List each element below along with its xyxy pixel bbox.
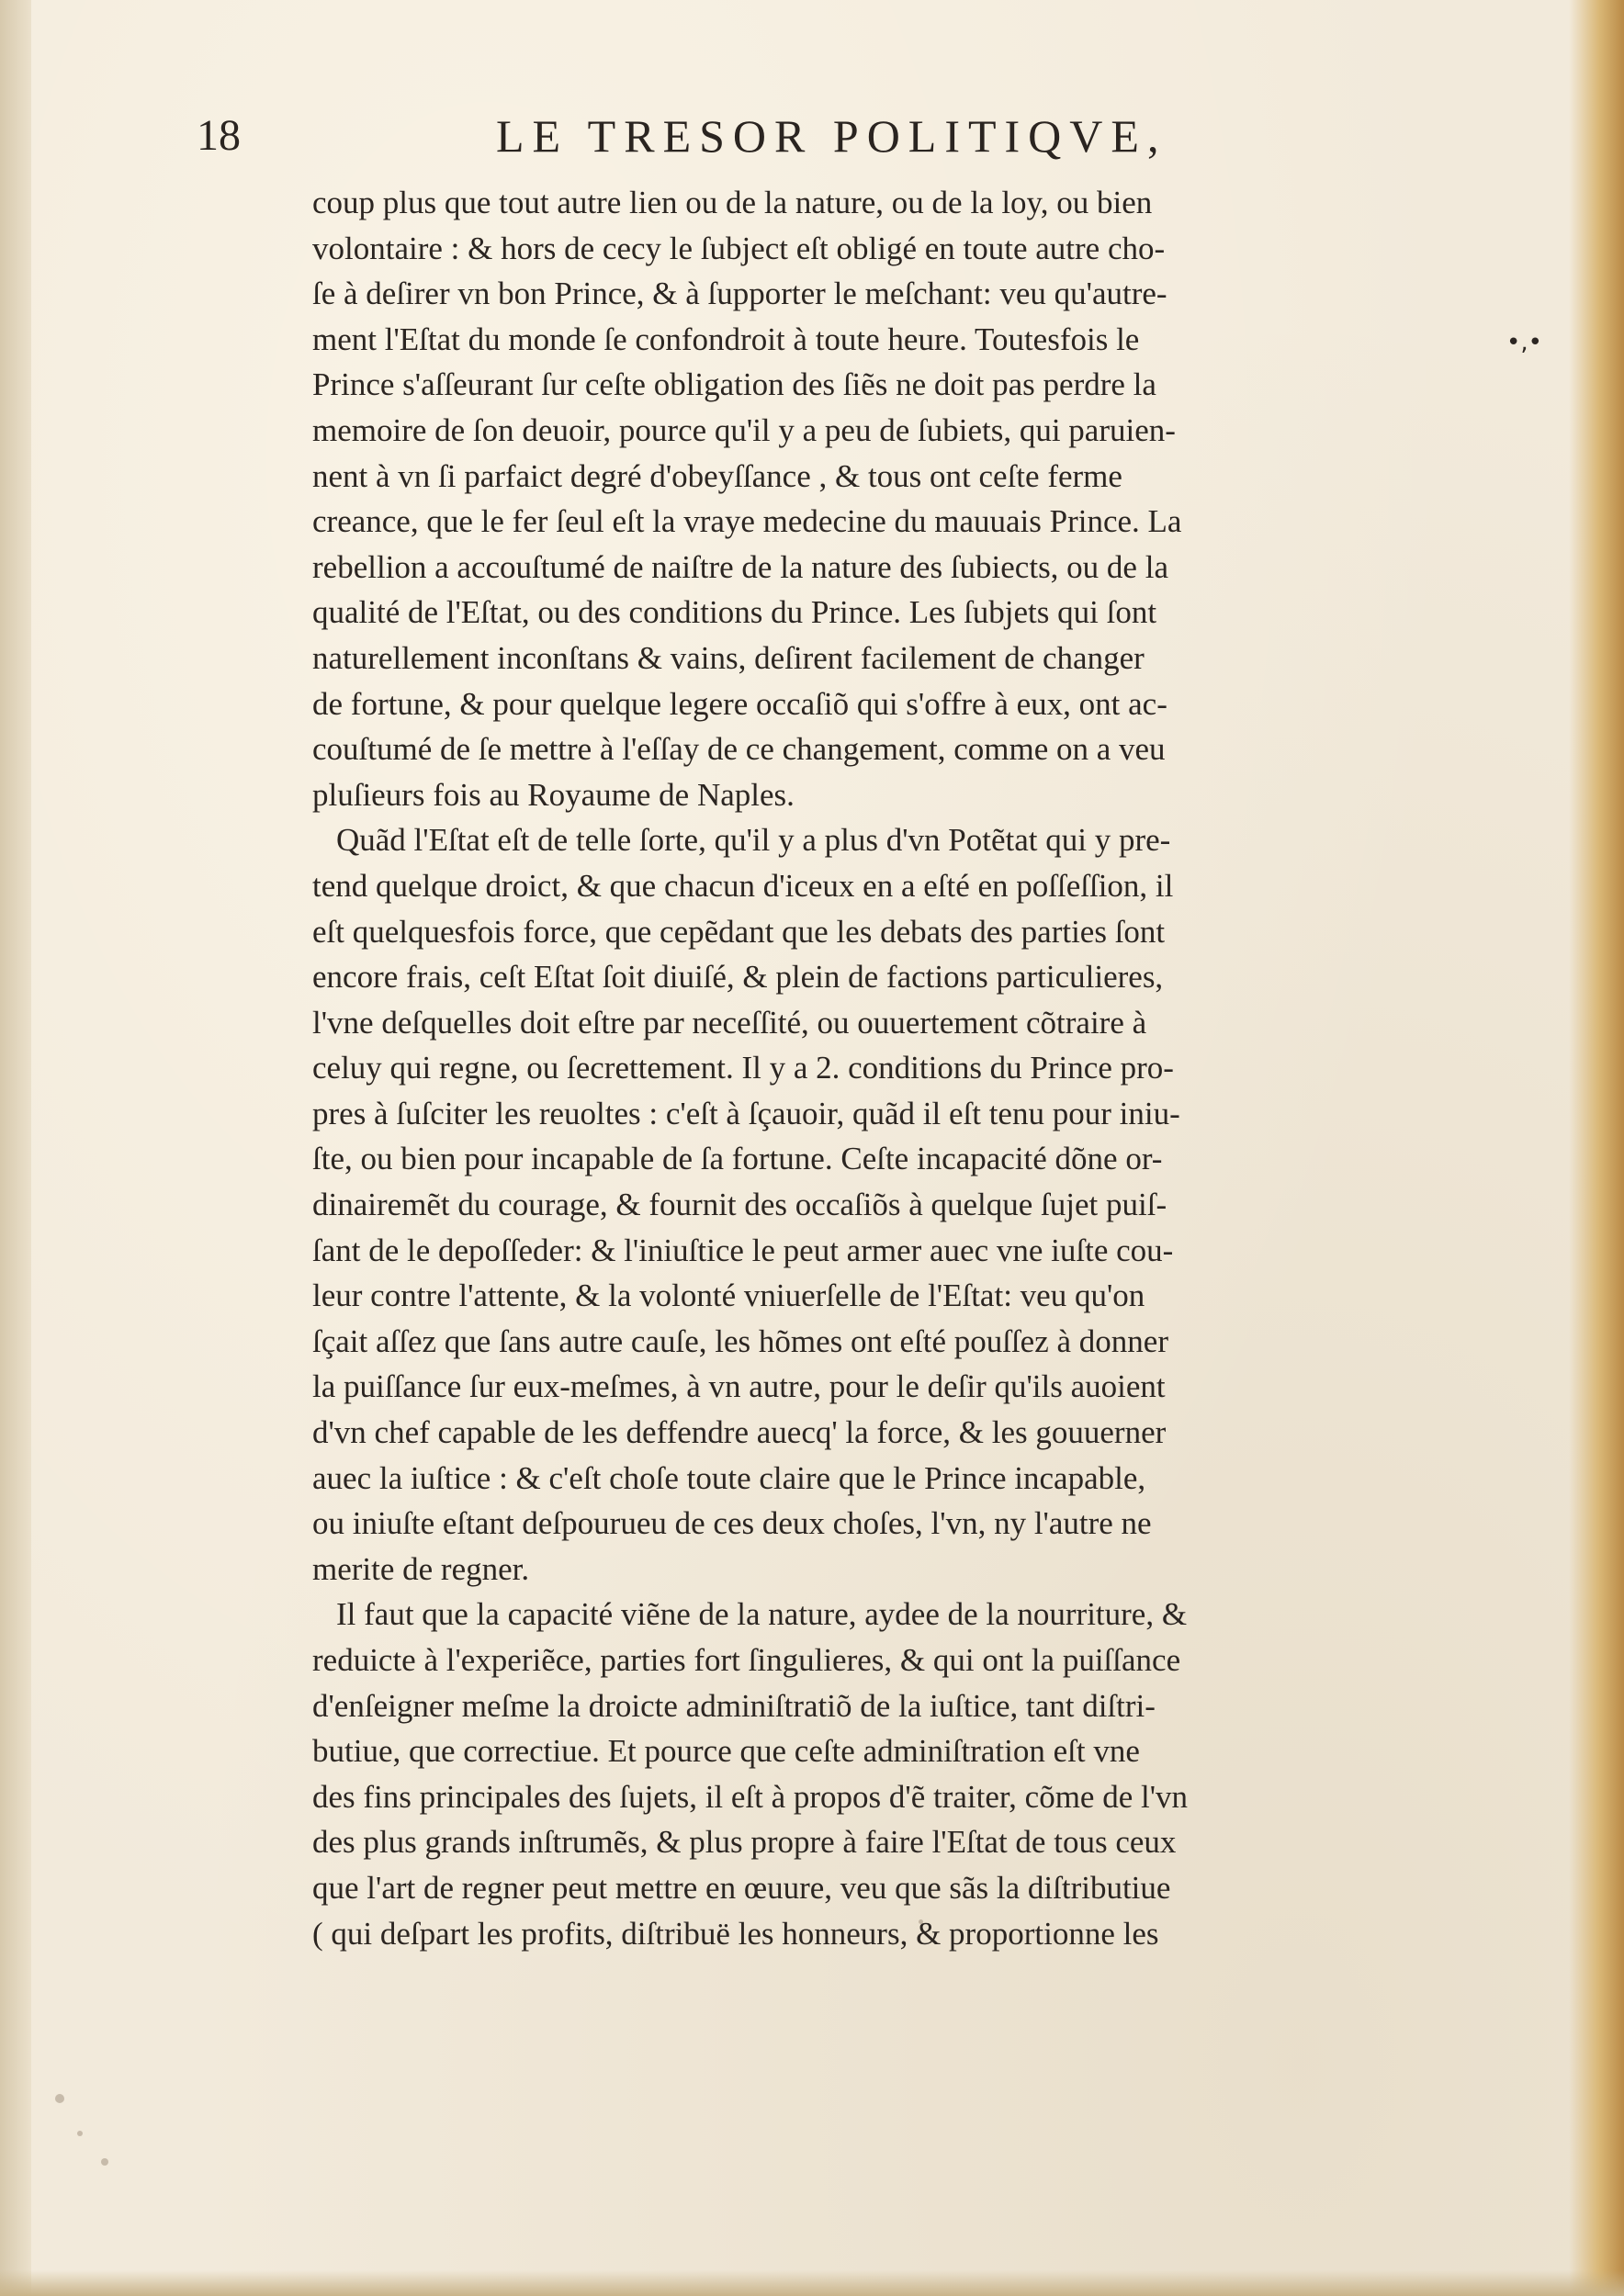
text-line: leur contre l'attente, & la volonté vniuerſelle de l'Eſtat: veu qu'on — [312, 1277, 1145, 1314]
text-line: naturellement inconſtans & vains, deſirent facilement de changer — [312, 639, 1145, 676]
text-line: rebellion a accouſtumé de naiſtre de la nature des ſubiects, ou de la — [312, 548, 1168, 585]
text-line: encore frais, ceſt Eſtat ſoit diuiſé, & plein de factions particulieres, — [312, 959, 1164, 996]
text-line: auec la iuſtice : & c'eſt choſe toute claire que le Prince incapable, — [312, 1459, 1146, 1496]
text-line: ( qui deſpart les profits, diſtribuë les honneurs, & proportionne les — [312, 1915, 1159, 1952]
text-line: que l'art de regner peut mettre en œuure, veu que sãs la diſtributiue — [312, 1869, 1171, 1906]
text-line: volontaire : & hors de cecy le ſubject eſt obligé en toute autre cho- — [312, 230, 1166, 266]
paragraph-start-line: Il faut que la capacité viẽne de la nature, aydee de la nourriture, & — [336, 1596, 1188, 1633]
body-text — [312, 180, 1442, 1956]
text-line: pres à ſuſciter les reuoltes : c'eſt à ſçauoir, quãd il eſt tenu pour iniu- — [312, 1095, 1180, 1131]
text-line: l'vne deſquelles doit eſtre par neceſſité, ou ouuertement cõtraire à — [312, 1004, 1147, 1041]
page-number: 18 — [197, 111, 241, 160]
text-line: reduicte à l'experiẽce, parties fort ſingulieres, & qui ont la puiſſance — [312, 1642, 1181, 1678]
text-line: creance, que le fer ſeul eſt la vraye medecine du mauuais Prince. La — [312, 503, 1182, 540]
paper-speck — [77, 2131, 83, 2136]
text-line: ſe à deſirer vn bon Prince, & à ſupporter le meſchant: veu qu'autre- — [312, 276, 1167, 312]
text-line: ment l'Eſtat du monde ſe confondroit à toute heure. Toutesfois le — [312, 321, 1140, 357]
text-line: qualité de l'Eſtat, ou des conditions du Prince. Les ſubjets qui ſont — [312, 594, 1157, 631]
page-header — [197, 108, 1501, 163]
text-line: d'enſeigner meſme la droicte adminiſtratiõ de la iuſtice, tant diſtri- — [312, 1687, 1156, 1724]
text-line: tend quelque droict, & que chacun d'iceux en a eſté en poſſeſſion, il — [312, 867, 1174, 904]
text-line: butiue, que correctiue. Et pource que ceſte adminiſtration eſt vne — [312, 1733, 1140, 1770]
text-line: d'vn chef capable de les deffendre auecq' la force, & les gouuerner — [312, 1414, 1167, 1451]
text-line: memoire de ſon deuoir, pource qu'il y a peu de ſubiets, qui paruien- — [312, 411, 1176, 448]
text-line: des fins principales des ſujets, il eſt à propos d'ẽ traiter, cõme de l'vn — [312, 1778, 1189, 1815]
paragraph-start-line: Quãd l'Eſtat eſt de telle ſorte, qu'il y a plus d'vn Potẽtat qui y pre- — [336, 822, 1171, 859]
paper-speck — [919, 1919, 923, 1924]
page-edge-stain — [1569, 0, 1624, 2296]
paper-speck — [101, 2158, 108, 2166]
page-bottom-edge — [0, 2270, 1624, 2296]
text-line: ou iniuſte eſtant deſpourueu de ces deux choſes, l'vn, ny l'autre ne — [312, 1505, 1152, 1542]
text-line: ſte, ou bien pour incapable de ſa fortune. Ceſte incapacité dõne or- — [312, 1141, 1163, 1177]
text-line: eſt quelquesfois force, que cepẽdant que les debats des parties ſont — [312, 913, 1166, 950]
text-line: la puiſſance ſur eux-meſmes, à vn autre, pour le deſir qu'ils auoient — [312, 1368, 1166, 1405]
text-line: couſtumé de ſe mettre à l'eſſay de ce changement, comme on a veu — [312, 731, 1166, 768]
text-line: des plus grands inſtrumẽs, & plus propre à faire l'Eſtat de tous ceux — [312, 1824, 1177, 1861]
text-line: ſçait aſſez que ſans autre cauſe, les hõmes ont eſté pouſſez à donner — [312, 1322, 1168, 1359]
text-line: pluſieurs fois au Royaume de Naples. — [312, 776, 795, 813]
page-gutter-shadow — [0, 0, 31, 2296]
text-line: coup plus que tout autre lien ou de la nature, ou de la loy, ou bien — [312, 185, 1153, 220]
text-line: Prince s'aſſeurant ſur ceſte obligation des ſiẽs ne doit pas perdre la — [312, 366, 1156, 403]
text-line: celuy qui regne, ou ſecrettement. Il y a 2. conditions du Prince pro- — [312, 1050, 1174, 1086]
running-title: LE TRESOR POLITIQVE, — [496, 110, 1167, 162]
text-line: dinairemẽt du courage, & fournit des occaſiõs à quelque ſujet puiſ- — [312, 1187, 1167, 1223]
text-line: nent à vn ſi parfaict degré d'obeyſſance , & tous ont ceſte ferme — [312, 457, 1122, 494]
margin-mark: •,• — [1506, 329, 1542, 356]
text-line: de fortune, & pour quelque legere occaſiõ qui s'offre à eux, ont ac- — [312, 685, 1167, 722]
paper-speck — [55, 2094, 64, 2103]
text-line: merite de regner. — [312, 1550, 530, 1587]
text-line: ſant de le depoſſeder: & l'iniuſtice le peut armer auec vne iuſte cou- — [312, 1232, 1174, 1268]
